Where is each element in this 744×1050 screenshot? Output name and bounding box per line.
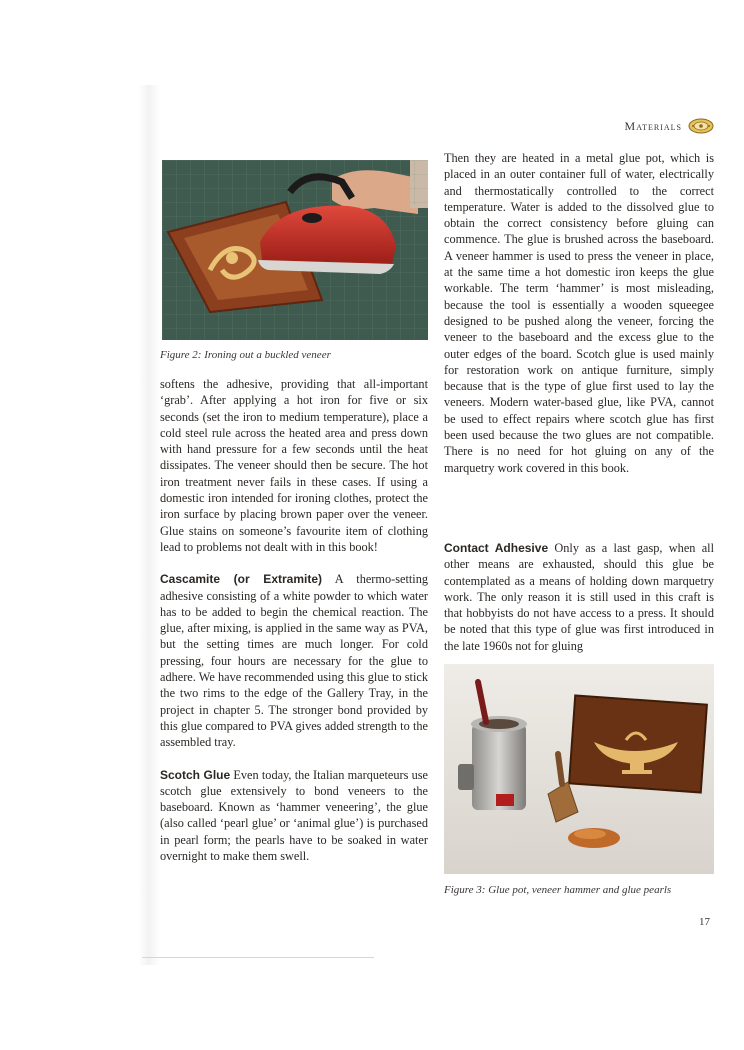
heading-cascamite: Cascamite (or Extramite) [160,572,322,587]
paragraph-cascamite [160,571,428,750]
figure-ironing-veneer-photo [162,160,428,340]
right-column [444,150,714,476]
marquetry-ornament-icon [688,118,714,134]
paragraph-contact-adhesive [444,540,714,654]
running-head-text: Materials [624,118,682,133]
scotch-glue-body: Even today, the Italian marqueteurs use scotch glue extensively to bond veneers to the baseboard. Known as ‘hammer veneering’, the glue (also called ‘pearl glue’ or ‘animal glue’) is purchased in pearl form; the pearls have to be soaked in water overnight to make them swell. [160,767,429,864]
footer-rule [142,957,374,958]
figure-glue-pot-photo [444,664,714,874]
gutter-shadow [138,85,160,965]
heading-scotch-glue: Scotch Glue [160,767,231,782]
heading-contact-adhesive: Contact Adhesive [444,541,549,555]
paragraph-scotch-glue [160,767,428,865]
figure-2-caption: Figure 2: Ironing out a buckled veneer [160,349,331,361]
right-column-continued [444,540,714,654]
contact-adhesive-body: Only as a last gasp, when all other means are exhausted, should this glue be contemplated as a means of holding down marquetry work. The only reason it is still used in this craft is that hobbyists do not have access to a press. It should be noted that this type of glue was first introduced in the late 1960s not for gluing [444,541,714,653]
left-column [160,376,428,864]
paragraph-iron-treatment: softens the adhesive, providing that all-important ‘grab’. After applying a hot iron for five or six seconds (set the iron to medium temperature), place a cold steel rule across the heated area and press down with hand pressure for a few seconds until the heat dissipates. The veneer should then be secure. The hot iron treatment never fails in these cases. If using a domestic iron intended for ironing clothes, protect the iron surface by placing brown paper over the veneer. Glue stains on someone’s favourite item of clothing lead to problems not dealt with in this book! [160,377,428,554]
paragraph-hot-gluing: Then they are heated in a metal glue pot, which is placed in an outer container full of water, electrically and thermostatically controlled to the correct temperature. Water is added to the dissolved glue to obtain the correct consistency before gluing can commence. The glue is brushed across the baseboard. A veneer hammer is used to press the veneer in place, at the same time a hot domestic iron keeps the glue workable. The term ‘hammer’ is most misleading, because the tool is essentially a wooden squeegee designed to be pushed along the veneer, forcing the veneer to the baseboard and the excess glue to the outer edges of the board. Scotch glue is used mainly for restoration work on antique furniture, simply because that is the type of glue first used to lay the veneers. Modern water-based glue, like PVA, cannot be used to effect repairs where scotch glue has first been used because the two glues are not compatible. There is no need for hot gluing on any of the marquetry work covered in this book. [444,151,714,475]
running-header [625,118,714,134]
cascamite-body: A thermo-setting adhesive consisting of a white powder to which water has to be added to begin the chemical reaction. The glue, after mixing, is applied in the same way as PVA, but the setting times are much longer. For cold pressing, four hours are necessary for the glue to adhere. We have recommended using this glue to stick the two rims to the edge of the Gallery Tray, in the project in chapter 5. The stronger bond provided by this glue compared to PVA gives added strength to the assembled tray. [160,572,428,750]
figure-3-caption: Figure 3: Glue pot, veneer hammer and glue pearls [444,884,672,896]
page-number: 17 [699,916,710,928]
